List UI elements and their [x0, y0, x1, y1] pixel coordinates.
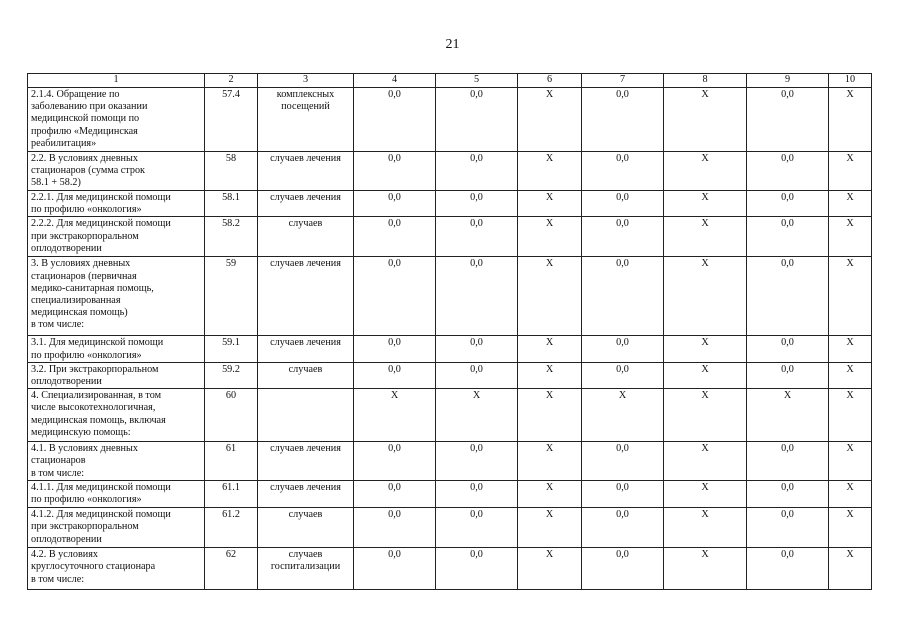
value-cell-col-9: 0,0 — [747, 217, 829, 257]
value-cell-col-9: 0,0 — [747, 481, 829, 508]
value-cell-col-6: X — [518, 481, 582, 508]
value-cell-col-4: 0,0 — [354, 508, 436, 548]
value-cell-col-5: 0,0 — [436, 336, 518, 362]
unit-line: случаев лечения — [270, 482, 341, 494]
row-description — [28, 481, 205, 508]
value-cell-col-4: 0,0 — [354, 442, 436, 481]
value-cell-col-8: X — [664, 442, 747, 481]
row-description — [28, 442, 205, 481]
value-cell-col-4: 0,0 — [354, 191, 436, 217]
row-code: 58 — [205, 152, 258, 191]
description-line: в том числе: — [31, 319, 85, 331]
value-cell-col-5: 0,0 — [436, 152, 518, 191]
value-cell-col-5: 0,0 — [436, 548, 518, 590]
row-unit — [258, 88, 354, 152]
value-cell-col-5: 0,0 — [436, 88, 518, 152]
value-cell-col-10: X — [829, 389, 872, 442]
row-unit — [258, 508, 354, 548]
value-cell-col-10: X — [829, 548, 872, 590]
value-cell-col-8: X — [664, 257, 747, 336]
description-line: стационаров (сумма строк — [31, 165, 146, 177]
description-line: 3. В условиях дневных — [31, 258, 131, 270]
description-line: в том числе: — [31, 467, 85, 479]
unit-line: случаев — [288, 218, 323, 230]
row-description — [28, 389, 205, 442]
value-cell-col-4: 0,0 — [354, 152, 436, 191]
row-description — [28, 217, 205, 257]
description-line: медицинскую помощь: — [31, 426, 131, 438]
value-cell-col-8: X — [664, 389, 747, 442]
value-cell-col-5: 0,0 — [436, 362, 518, 388]
row-code: 62 — [205, 548, 258, 590]
description-line: специализированная — [31, 295, 121, 307]
value-cell-col-7: 0,0 — [582, 481, 664, 508]
description-line: 4. Специализированная, в том — [31, 390, 162, 402]
value-cell-col-10: X — [829, 217, 872, 257]
column-header-8: 8 — [664, 74, 747, 88]
description-line: 4.1. В условиях дневных — [31, 443, 138, 455]
unit-line: госпитализации — [270, 561, 341, 573]
value-cell-col-8: X — [664, 191, 747, 217]
value-cell-col-7: 0,0 — [582, 191, 664, 217]
value-cell-col-8: X — [664, 548, 747, 590]
value-cell-col-6: X — [518, 88, 582, 152]
description-line: медико-санитарная помощь, — [31, 282, 154, 294]
value-cell-col-7: 0,0 — [582, 152, 664, 191]
table-row — [28, 442, 872, 481]
value-cell-col-7: 0,0 — [582, 548, 664, 590]
value-cell-col-9: 0,0 — [747, 191, 829, 217]
table-row — [28, 336, 872, 362]
column-header-6: 6 — [518, 74, 582, 88]
description-line: 4.1.2. Для медицинской помощи — [31, 509, 171, 521]
row-unit — [258, 217, 354, 257]
value-cell-col-9: 0,0 — [747, 508, 829, 548]
value-cell-col-7: 0,0 — [582, 257, 664, 336]
row-unit — [258, 481, 354, 508]
description-line: 3.2. При экстракорпоральном — [31, 363, 159, 375]
description-line: 58.1 + 58.2) — [31, 177, 81, 189]
page-number: 21 — [445, 37, 460, 52]
row-description — [28, 191, 205, 217]
description-line: 2.2.2. Для медицинской помощи — [31, 218, 171, 230]
value-cell-col-8: X — [664, 336, 747, 362]
value-cell-col-10: X — [829, 88, 872, 152]
value-cell-col-4: 0,0 — [354, 88, 436, 152]
description-line: профилю «Медицинская — [31, 125, 138, 137]
value-cell-col-7: 0,0 — [582, 508, 664, 548]
column-header-9: 9 — [747, 74, 829, 88]
column-header-5: 5 — [436, 74, 518, 88]
row-description — [28, 362, 205, 388]
row-description — [28, 88, 205, 152]
value-cell-col-6: X — [518, 362, 582, 388]
table-row — [28, 152, 872, 191]
value-cell-col-4: 0,0 — [354, 257, 436, 336]
unit-line: случаев — [288, 549, 323, 561]
unit-line: случаев лечения — [270, 258, 341, 270]
row-code: 59.1 — [205, 336, 258, 362]
value-cell-col-5: 0,0 — [436, 508, 518, 548]
value-cell-col-6: X — [518, 548, 582, 590]
value-cell-col-10: X — [829, 481, 872, 508]
data-table — [27, 73, 872, 590]
table-row — [28, 389, 872, 442]
column-header-4: 4 — [354, 74, 436, 88]
value-cell-col-4: 0,0 — [354, 336, 436, 362]
description-line: реабилитация» — [31, 137, 97, 149]
value-cell-col-10: X — [829, 152, 872, 191]
value-cell-col-10: X — [829, 336, 872, 362]
value-cell-col-6: X — [518, 152, 582, 191]
row-unit — [258, 362, 354, 388]
value-cell-col-10: X — [829, 442, 872, 481]
value-cell-col-5: 0,0 — [436, 257, 518, 336]
value-cell-col-5: 0,0 — [436, 217, 518, 257]
description-line: в том числе: — [31, 573, 85, 585]
row-unit — [258, 336, 354, 362]
row-code: 58.1 — [205, 191, 258, 217]
description-line: 2.2. В условиях дневных — [31, 153, 138, 164]
row-unit — [258, 389, 354, 442]
row-code: 57.4 — [205, 88, 258, 152]
value-cell-col-6: X — [518, 442, 582, 481]
value-cell-col-9: 0,0 — [747, 362, 829, 388]
description-line: круглосуточного стационара — [31, 561, 156, 573]
value-cell-col-9: 0,0 — [747, 442, 829, 481]
value-cell-col-6: X — [518, 336, 582, 362]
unit-line: посещений — [281, 101, 330, 113]
unit-line: случаев лечения — [270, 443, 341, 455]
value-cell-col-8: X — [664, 362, 747, 388]
value-cell-col-10: X — [829, 257, 872, 336]
value-cell-col-4: 0,0 — [354, 548, 436, 590]
table-row — [28, 88, 872, 152]
value-cell-col-6: X — [518, 191, 582, 217]
unit-line: случаев — [288, 363, 323, 375]
value-cell-col-10: X — [829, 508, 872, 548]
row-unit — [258, 191, 354, 217]
description-line: при экстракорпоральном — [31, 521, 139, 533]
unit-line: случаев лечения — [270, 153, 341, 164]
description-line: по профилю «онкология» — [31, 349, 142, 361]
value-cell-col-6: X — [518, 257, 582, 336]
description-line: оплодотворении — [31, 533, 102, 545]
value-cell-col-9: 0,0 — [747, 257, 829, 336]
unit-line: случаев лечения — [270, 192, 341, 203]
description-line: 2.2.1. Для медицинской помощи — [31, 192, 171, 203]
table-body — [28, 88, 872, 590]
column-header-1: 1 — [28, 74, 205, 88]
unit-line: случаев лечения — [270, 337, 341, 349]
row-code: 61 — [205, 442, 258, 481]
value-cell-col-7: 0,0 — [582, 217, 664, 257]
value-cell-col-5: 0,0 — [436, 191, 518, 217]
description-line: по профилю «онкология» — [31, 204, 142, 216]
value-cell-col-8: X — [664, 508, 747, 548]
value-cell-col-7: 0,0 — [582, 88, 664, 152]
table-row — [28, 257, 872, 336]
value-cell-col-9: 0,0 — [747, 152, 829, 191]
unit-line: случаев — [288, 509, 323, 521]
value-cell-col-7: 0,0 — [582, 442, 664, 481]
row-code: 58.2 — [205, 217, 258, 257]
value-cell-col-4: 0,0 — [354, 217, 436, 257]
description-line: стационаров (первичная — [31, 270, 137, 282]
value-cell-col-9: 0,0 — [747, 336, 829, 362]
row-unit — [258, 442, 354, 481]
description-line: при экстракорпоральном — [31, 230, 139, 242]
table-row — [28, 481, 872, 508]
description-line: медицинская помощь, включая — [31, 414, 166, 426]
row-unit — [258, 152, 354, 191]
description-line: медицинская помощь) — [31, 307, 128, 319]
value-cell-col-4: X — [354, 389, 436, 442]
value-cell-col-10: X — [829, 191, 872, 217]
table-row — [28, 217, 872, 257]
description-line: заболеванию при оказании — [31, 101, 148, 113]
value-cell-col-8: X — [664, 217, 747, 257]
row-code: 60 — [205, 389, 258, 442]
table-row — [28, 548, 872, 590]
row-description — [28, 508, 205, 548]
value-cell-col-6: X — [518, 217, 582, 257]
column-header-2: 2 — [205, 74, 258, 88]
row-description — [28, 548, 205, 590]
description-line: 3.1. Для медицинской помощи — [31, 337, 164, 349]
description-line: по профилю «онкология» — [31, 494, 142, 506]
value-cell-col-4: 0,0 — [354, 362, 436, 388]
column-header-10: 10 — [829, 74, 872, 88]
row-description — [28, 152, 205, 191]
value-cell-col-5: 0,0 — [436, 442, 518, 481]
row-code: 59.2 — [205, 362, 258, 388]
value-cell-col-7: X — [582, 389, 664, 442]
value-cell-col-6: X — [518, 508, 582, 548]
value-cell-col-9: 0,0 — [747, 88, 829, 152]
row-description — [28, 257, 205, 336]
column-number-row — [28, 74, 872, 88]
value-cell-col-9: 0,0 — [747, 548, 829, 590]
table-row — [28, 362, 872, 388]
row-description — [28, 336, 205, 362]
value-cell-col-4: 0,0 — [354, 481, 436, 508]
description-line: 4.2. В условиях — [31, 549, 99, 561]
value-cell-col-5: 0,0 — [436, 481, 518, 508]
value-cell-col-8: X — [664, 88, 747, 152]
row-unit — [258, 548, 354, 590]
value-cell-col-5: X — [436, 389, 518, 442]
description-line: 2.1.4. Обращение по — [31, 89, 120, 100]
unit-line: комплексных — [276, 89, 335, 100]
table-row — [28, 508, 872, 548]
value-cell-col-7: 0,0 — [582, 336, 664, 362]
row-unit — [258, 257, 354, 336]
column-header-3: 3 — [258, 74, 354, 88]
value-cell-col-10: X — [829, 362, 872, 388]
value-cell-col-9: X — [747, 389, 829, 442]
column-header-7: 7 — [582, 74, 664, 88]
description-line: оплодотворении — [31, 376, 102, 388]
description-line: числе высокотехнологичная, — [31, 402, 156, 414]
description-line: медицинской помощи по — [31, 113, 140, 125]
value-cell-col-8: X — [664, 481, 747, 508]
row-code: 61.2 — [205, 508, 258, 548]
row-code: 59 — [205, 257, 258, 336]
description-line: оплодотворении — [31, 242, 102, 254]
description-line: стационаров — [31, 455, 86, 467]
value-cell-col-6: X — [518, 389, 582, 442]
table-row — [28, 191, 872, 217]
row-code: 61.1 — [205, 481, 258, 508]
value-cell-col-8: X — [664, 152, 747, 191]
description-line: 4.1.1. Для медицинской помощи — [31, 482, 171, 494]
value-cell-col-7: 0,0 — [582, 362, 664, 388]
